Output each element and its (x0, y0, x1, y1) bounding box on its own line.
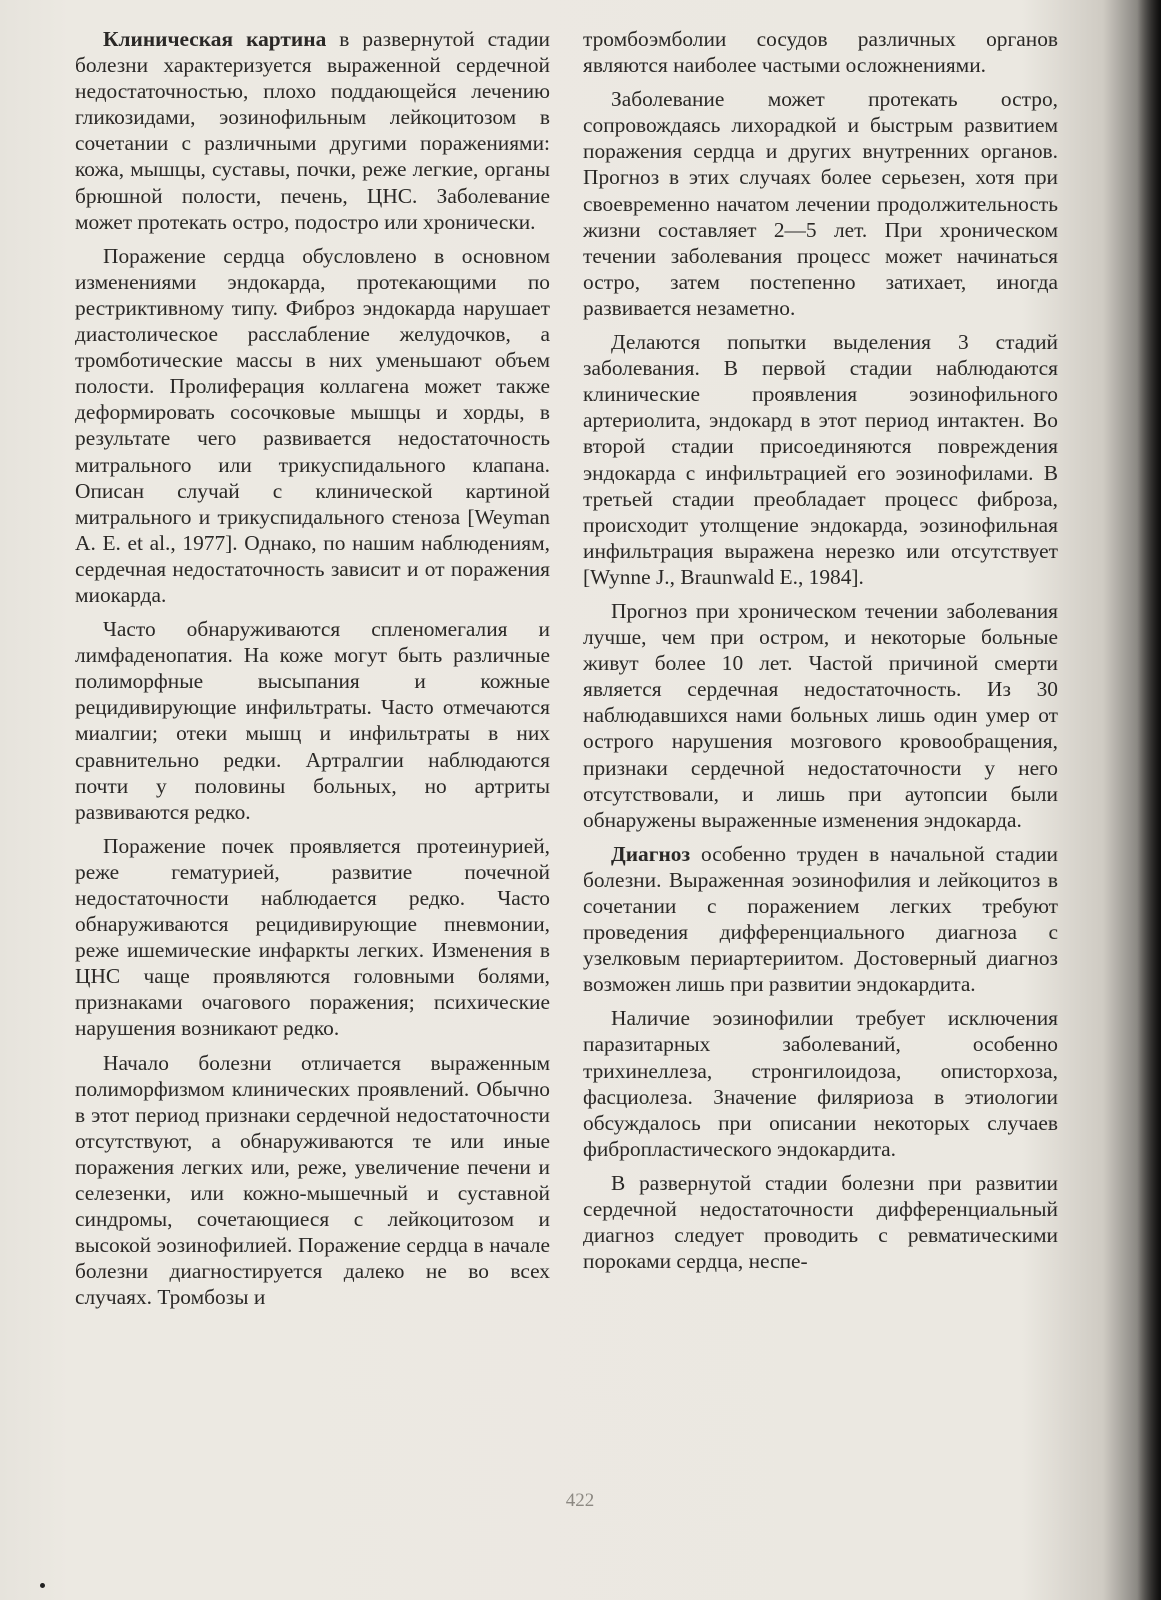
term-diagnosis: Диагноз (611, 841, 691, 866)
paragraph-prognosis: Прогноз при хроническом течении заболевания лучше, чем при остром, и некоторые больные живут более 10 лет. Частой причиной смерти является сердечная недостаточность. Из 30 наблюдавшихся нами больных лишь один умер от острого нарушения мозгового кровообращения, признаки сердечной недостаточности у него отсутствовали, и лишь при аутопсии были обнаружены выраженные изменения эндокарда. (583, 598, 1058, 832)
paragraph-heart-lesion: Поражение сердца обусловлено в основном изменениями эндокарда, протекающими по рестриктивному типу. Фиброз эндокарда нарушает диастолическое расслабление желудочков, а тромботические массы в них уменьшают объем полости. Пролиферация коллагена может также деформировать сосочковые мышцы и хорды, в результате чего развивается недостаточность митрального или трикуспидального клапана. Описан случай с клинической картиной митрального и трикуспидального стеноза [Weyman A. E. et al., 1977]. Однако, по нашим наблюдениям, сердечная недостаточность зависит и от поражения миокарда. (75, 243, 550, 607)
paragraph-splenomegaly: Часто обнаруживаются спленомегалия и лимфаденопатия. На коже могут быть различные полиморфные высыпания и кожные рецидивирующие инфильтраты. Часто отмечаются миалгии; отеки мышц и инфильтраты в них сравнительно редки. Артралгии наблюдаются почти у половины больных, но артриты развиваются редко. (75, 617, 550, 824)
paragraph-differential: В развернутой стадии болезни при развитии сердечной недостаточности дифференциальный диагноз следует проводить с ревматическими пороками сердца, неспе- (583, 1170, 1058, 1274)
paragraph-thromboembolism-continued: тромбоэмболии сосудов различных органов являются наиболее частыми осложнениями. (583, 27, 1058, 78)
paragraph-disease-onset: Начало болезни отличается выраженным полиморфизмом клинических проявлений. Обычно в этот период признаки сердечной недостаточности отсутствуют, а обнаруживаются те или иные поражения легких или, реже, увеличение печени и селезенки, или кожно-мышечный и суставной синдромы, сочетающиеся с лейкоцитозом и высокой эозинофилией. Поражение сердца в начале болезни диагностируется далеко не во всех случаях. Тромбозы и (75, 1050, 550, 1310)
scan-speck (40, 1583, 45, 1588)
term-clinical-picture: Клиническая картина (103, 27, 327, 51)
paragraph-clinical-picture: Клиническая картина в развернутой стадии болезни характеризуется выраженной сердечной недостаточностью, плохо поддающейся лечению гликозидами, эозинофильным лейкоцитозом в сочетании с различными другими поражениями: кожа, мышцы, суставы, почки, реже легкие, органы брюшной полости, печень, ЦНС. Заболевание может протекать остро, подостро или хронически. (75, 27, 550, 234)
page-number: 422 (565, 1490, 595, 1511)
paragraph-kidney-lesion: Поражение почек проявляется протеинурией, реже гематурией, развитие почечной недостаточности наблюдается редко. Часто обнаруживаются рецидивирующие пневмонии, реже ишемические инфаркты легких. Изменения в ЦНС чаще проявляются головными болями, признаками очагового поражения; психические нарушения возникают редко. (75, 833, 550, 1041)
binding-shadow (1137, 0, 1161, 1600)
paragraph-diagnosis: Диагноз особенно труден в начальной стадии болезни. Выраженная эозинофилия и лейкоцитоз в сочетании с поражением легких требуют проведения дифференциального диагноза с узелковым периартериитом. Достоверный диагноз возможен лишь при развитии эндокардита. (583, 841, 1058, 997)
right-column (583, 26, 1058, 1282)
left-column (75, 26, 550, 1319)
paragraph-acute-course: Заболевание может протекать остро, сопровождаясь лихорадкой и быстрым развитием поражения сердца и других внутренних органов. Прогноз в этих случаях более серьезен, хотя при своевременно начатом лечении продолжительность жизни составляет 2—5 лет. При хроническом течении заболевания процесс может начинаться остро, затем постепенно затихает, иногда развивается незаметно. (583, 87, 1058, 320)
paragraph-stages: Делаются попытки выделения 3 стадий заболевания. В первой стадии наблюдаются клинические проявления эозинофильного артериолита, эндокард в этот период интактен. Во второй стадии присоединяются повреждения эндокарда с инфильтрацией его эозинофилами. В третьей стадии преобладает процесс фиброза, происходит утолщение эндокарда, эозинофильная инфильтрация выражена нерезко или отсутствует [Wynne J., Braunwald E., 1984]. (583, 330, 1058, 589)
paragraph-eosinophilia: Наличие эозинофилии требует исключения паразитарных заболеваний, особенно трихинеллеза, стронгилоидоза, описторхоза, фасциолеза. Значение филяриоза в этиологии обсуждалось при описании некоторых случаев фибропластического эндокардита. (583, 1006, 1058, 1161)
